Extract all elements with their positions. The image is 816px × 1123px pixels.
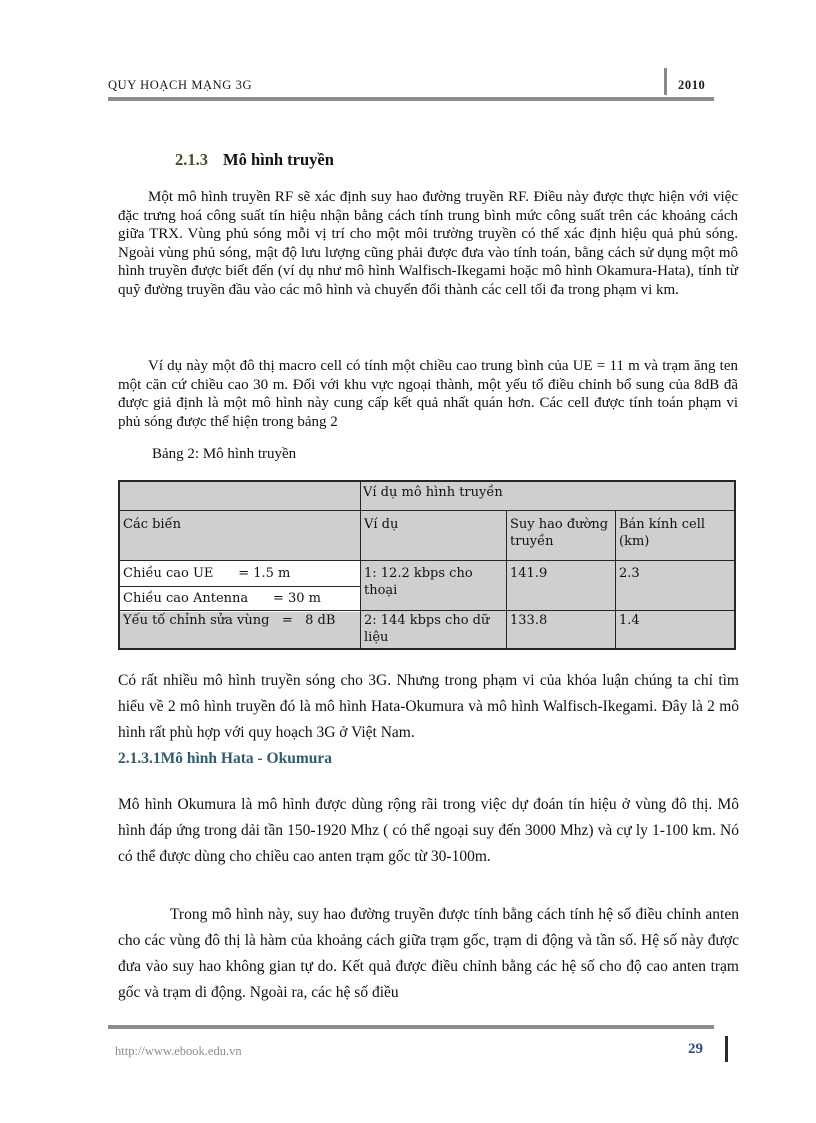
running-header-year: 2010 bbox=[678, 78, 706, 92]
table-title: Ví dụ mô hình truyền bbox=[363, 485, 503, 500]
paragraph-okumura: Mô hình Okumura là mô hình được dùng rộng rãi trong việc dự đoán tín hiệu ở vùng đô thị. Mô hình đáp ứng trong dải tần 150-1920 Mhz ( có thể ngoại suy đến 3000 Mhz) và cự ly 1-100 km. Nó có thể được dùng cho chiều cao anten trạm gốc từ 30-100m. bbox=[118, 796, 739, 865]
paragraph-intro: Một mô hình truyền RF sẽ xác định suy hao đường truyền RF. Điều này được thực hiện với việc đặc trưng hoá công suất tín hiệu nhận bằng cách tính trung bình mức công suất trên các khoảng cách giữa TRX. Vùng phủ sóng mỗi vị trí cho một môi trường truyền có thể xác định hiệu quả phủ sóng. Ngoài vùng phủ sóng, mật độ lưu lượng cũng phải được đưa vào tính toán, bằng cách sử dụng một mô hình truyền được biết đến (ví dụ như mô hình Walfisch-Ikegami hoặc mô hình Okamura-Hata), tính từ quỹ đường truyền đầu vào các mô hình và chuyển đổi thành các cell tối đa trong phạm vi km. bbox=[118, 189, 738, 298]
header-divider bbox=[664, 68, 667, 95]
table-variable-antenna-height: Chiều cao Antenna = 30 m bbox=[123, 591, 321, 606]
paragraph-example: Ví dụ này một đô thị macro cell có tính một chiều cao trung bình của UE = 11 m và trạm ăng ten một căn cứ chiều cao 30 m. Đối với khu vực ngoại thành, một yếu tố điều chỉnh bổ sung của 8dB đã được giả định là một mô hình này cung cấp kết quả nhất quán hơn. Các cell được tính toán phạm vi phủ sóng được thể hiện trong bảng 2 bbox=[118, 358, 738, 430]
paragraph-correction-factor: Trong mô hình này, suy hao đường truyền được tính bằng cách tính hệ số điều chỉnh anten cho các vùng đô thị là hàm của khoảng cách giữa trạm gốc, trạm di động và tần số. Hệ số này được đưa vào suy hao không gian tự do. Kết quả được điều chỉnh bằng các hệ số cho độ cao anten trạm gốc và trạm di động. Ngoài ra, các hệ số điều bbox=[118, 906, 739, 1001]
section-title: Mô hình truyền bbox=[223, 150, 334, 169]
table-row-1-path-loss: 141.9 bbox=[510, 566, 548, 581]
table-rule-title bbox=[120, 510, 734, 511]
table-variable-ue-height: Chiều cao UE = 1.5 m bbox=[123, 566, 291, 581]
header-rule bbox=[108, 97, 714, 101]
section-number: 2.1.3 bbox=[175, 150, 208, 169]
running-header-title: QUY HOẠCH MẠNG 3G bbox=[108, 78, 253, 92]
footer-divider bbox=[725, 1036, 728, 1062]
table-row-1-example: 1: 12.2 kbps cho thoại bbox=[364, 566, 473, 598]
table-header-cell-radius: Bán kính cell (km) bbox=[619, 517, 706, 549]
paragraph-models-overview: Có rất nhiều mô hình truyền sóng cho 3G. Nhưng trong phạm vi của khóa luận chúng ta chỉ tìm hiểu về 2 mô hình truyền đó là mô hình Hata-Okumura và mô hình Walfisch-Ikegami. Đây là 2 mô hình rất phù hợp với quy hoạch 3G ở Việt Nam. bbox=[118, 672, 739, 741]
table-rule-ue bbox=[120, 586, 360, 587]
table-header-example: Ví dụ bbox=[364, 517, 399, 532]
table-caption: Bảng 2: Mô hình truyền bbox=[152, 446, 297, 462]
table-row-2-path-loss: 133.8 bbox=[510, 613, 548, 628]
footer-rule bbox=[108, 1025, 714, 1029]
table-header-path-loss: Suy hao đường truyền bbox=[510, 517, 609, 549]
table-variable-area-correction: Yếu tố chỉnh sửa vùng = 8 dB bbox=[123, 613, 336, 628]
table-row-2-example: 2: 144 kbps cho dữ liệu bbox=[364, 613, 490, 645]
subsection-heading: 2.1.3.1Mô hình Hata - Okumura bbox=[118, 750, 333, 767]
table-header-variables: Các biến bbox=[123, 517, 181, 532]
table-row-1-cell-radius: 2.3 bbox=[619, 566, 640, 581]
footer-url[interactable]: http://www.ebook.edu.vn bbox=[115, 1044, 242, 1058]
table-rule-header bbox=[120, 560, 734, 561]
table-rule-row1 bbox=[120, 610, 734, 611]
table-row-2-cell-radius: 1.4 bbox=[619, 613, 640, 628]
propagation-model-table bbox=[118, 480, 736, 650]
page-number: 29 bbox=[688, 1041, 703, 1057]
